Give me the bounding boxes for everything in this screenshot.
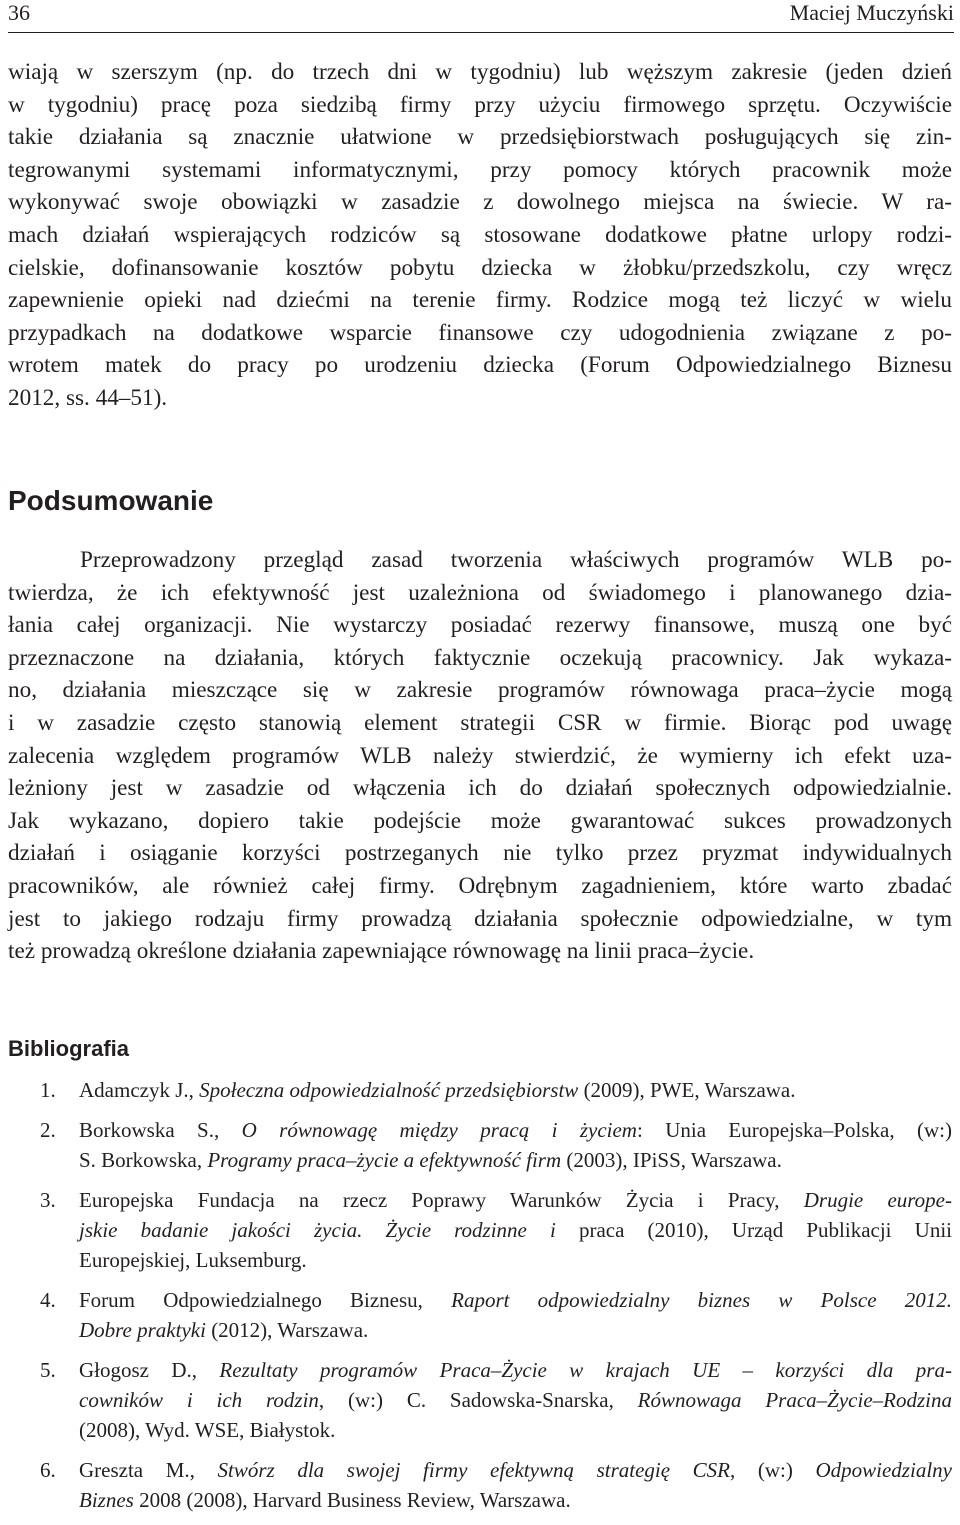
running-header <box>8 0 954 33</box>
text-span: Europejska Fundacja na rzecz Poprawy Warunków Życia i Pracy, <box>79 1188 804 1212</box>
text-span: Głogosz D., <box>79 1358 220 1382</box>
bibliography-entry-number: 5. <box>40 1358 56 1382</box>
bibliography-entry-text <box>79 1455 952 1515</box>
text-line <box>79 1245 952 1275</box>
text-line: przeznaczone na działania, których faktycznie oczekują pracownicy. Jak wykaza- <box>8 644 952 671</box>
section-heading-summary: Podsumowanie <box>8 485 214 516</box>
bibliography-entry <box>0 1455 960 1515</box>
italic-title-span: O równowagę między pracą i życiem <box>241 1118 637 1142</box>
italic-title-span: Odpowiedzialny <box>815 1458 952 1482</box>
text-line <box>79 1075 952 1105</box>
text-span: Borkowska S., <box>79 1118 242 1142</box>
text-line: tegrowanymi systemami informatycznymi, przy pomocy których pracownik może <box>8 156 952 183</box>
text-span: (2012), Warszawa. <box>205 1318 369 1342</box>
text-line: takie działania są znacznie ułatwione w przedsiębiorstwach posługujących się zin- <box>8 124 952 151</box>
italic-title-span: Rezultaty programów Praca–Życie w krajach UE – korzyści dla pra- <box>219 1358 952 1382</box>
text-line <box>79 1385 952 1415</box>
bibliography-entry <box>0 1185 960 1275</box>
text-span: (2003), IPiSS, Warszawa. <box>561 1148 782 1172</box>
text-line <box>79 1455 952 1485</box>
text-line: jest to jakiego rodzaju firmy prowadzą działania społecznie odpowiedzialne, w tym <box>8 905 952 932</box>
text-line: mach działań wspierających rodziców są stosowane dodatkowe płatne urlopy rodzi- <box>8 221 952 248</box>
text-line <box>79 1315 952 1345</box>
running-header-author: Maciej Muczyński <box>789 0 954 25</box>
text-span: (2008), Wyd. WSE, Białystok. <box>79 1418 336 1442</box>
bibliography-entry <box>0 1075 960 1105</box>
text-line: wykonywać swoje obowiązki w zasadzie z dowolnego miejsca na świecie. W ra- <box>8 189 952 216</box>
text-span: Forum Odpowiedzialnego Biznesu, <box>79 1288 452 1312</box>
bibliography-entry-number: 6. <box>40 1458 56 1482</box>
text-line: też prowadzą określone działania zapewniające równowagę na linii praca–życie. <box>8 938 755 965</box>
text-line: leżniony jest w zasadzie od włączenia ich do działań społecznych odpowiedzialnie. <box>8 775 952 802</box>
text-line <box>79 1285 952 1315</box>
text-span: praca (2010), Urząd Publikacji Unii <box>555 1218 952 1242</box>
text-line: pracowników, ale również całej firmy. Odrębnym zagadnieniem, które warto zbadać <box>8 872 952 899</box>
italic-title-span: Drugie europe- <box>803 1188 952 1212</box>
bibliography-entry <box>0 1115 960 1175</box>
bibliography-entry-text <box>79 1185 952 1275</box>
italic-title-span: Biznes <box>79 1488 134 1512</box>
text-span: Greszta M., <box>79 1458 218 1482</box>
text-line <box>79 1145 952 1175</box>
italic-title-span: Raport odpowiedzialny biznes w Polsce 2012. <box>451 1288 952 1312</box>
bibliography-entry-number: 3. <box>40 1188 56 1212</box>
text-span: (2009), PWE, Warszawa. <box>578 1078 796 1102</box>
text-line: cielskie, dofinansowanie kosztów pobytu dziecka w żłobku/przedszkolu, czy wręcz <box>8 254 952 281</box>
bibliography-entry <box>0 1285 960 1345</box>
text-span: S. Borkowska, <box>79 1148 208 1172</box>
text-line: wrotem matek do pracy po urodzeniu dziecka (Forum Odpowiedzialnego Biznesu <box>8 352 952 379</box>
bibliography-entry-number: 2. <box>40 1118 56 1142</box>
italic-title-span: jskie badanie jakości życia. Życie rodzinne i <box>79 1218 556 1242</box>
body-paragraph-continued <box>8 56 952 415</box>
text-line: no, działania mieszczące się w zakresie programów równowaga praca–życie mogą <box>8 677 952 704</box>
summary-paragraph <box>8 544 952 968</box>
text-line: działań i osiąganie korzyści postrzeganych nie tylko przez pryzmat indywidualnych <box>8 840 952 867</box>
text-span: : Unia Europejska–Polska, (w:) <box>636 1118 953 1142</box>
text-line: zalecenia względem programów WLB należy stwierdzić, że wymierny ich efekt uza- <box>8 742 952 769</box>
text-line <box>79 1485 952 1515</box>
bibliography-entry-number: 4. <box>40 1288 56 1312</box>
text-line: Jak wykazano, dopiero takie podejście może gwarantować sukces prowadzonych <box>8 807 952 834</box>
text-line <box>79 1215 952 1245</box>
bibliography-entry <box>0 1355 960 1445</box>
bibliography-entry-text <box>79 1355 952 1445</box>
text-line: i w zasadzie często stanowią element strategii CSR w firmie. Biorąc pod uwagę <box>8 709 952 736</box>
text-span: 2008 (2008), Harvard Business Review, Warszawa. <box>133 1488 571 1512</box>
text-line: wiają w szerszym (np. do trzech dni w tygodniu) lub węższym zakresie (jeden dzień <box>8 59 952 85</box>
italic-title-span: Stwórz dla swojej firmy efektywną strategię CSR <box>217 1458 731 1482</box>
text-span: Europejskiej, Luksemburg. <box>79 1248 307 1272</box>
bibliography-entry-text <box>79 1285 952 1345</box>
text-line: w tygodniu) pracę poza siedzibą firmy przy użyciu firmowego sprzętu. Oczywiście <box>8 91 952 118</box>
text-line <box>79 1115 952 1145</box>
bibliography-entry-text <box>79 1075 952 1105</box>
bibliography-entry-number: 1. <box>40 1078 56 1102</box>
text-line: Przeprowadzony przegląd zasad tworzenia właściwych programów WLB po- <box>80 547 952 573</box>
text-line: zapewnienie opieki nad dziećmi na terenie firmy. Rodzice mogą też liczyć w wielu <box>8 287 952 314</box>
text-line <box>79 1355 952 1385</box>
text-line: 2012, ss. 44–51). <box>8 384 168 411</box>
bibliography-entry-text <box>79 1115 952 1175</box>
section-heading-bibliography: Bibliografia <box>8 1036 130 1061</box>
text-line: przypadkach na dodatkowe wsparcie finansowe czy udogodnienia związane z po- <box>8 319 952 346</box>
text-line: twierdza, że ich efektywność jest uzależniona od świadomego i planowanego dzia- <box>8 579 952 606</box>
bibliography-list <box>0 1075 960 1525</box>
text-span: Adamczyk J., <box>79 1078 200 1102</box>
text-line <box>79 1185 952 1215</box>
italic-title-span: Dobre praktyki <box>79 1318 206 1342</box>
italic-title-span: Równowaga Praca–Życie–Rodzina <box>637 1388 952 1412</box>
text-span: , (w:) C. Sadowska-Snarska, <box>318 1388 638 1412</box>
italic-title-span: Społeczna odpowiedzialność przedsiębiorstw <box>199 1078 579 1102</box>
italic-title-span: cowników i ich rodzin <box>79 1388 319 1412</box>
text-line <box>79 1415 952 1445</box>
italic-title-span: Programy praca–życie a efektywność firm <box>207 1148 562 1172</box>
text-line: łania całej organizacji. Nie wystarczy posiadać rezerwy finansowe, muszą one być <box>8 612 952 639</box>
text-span: , (w:) <box>730 1458 816 1482</box>
page-number: 36 <box>8 0 30 25</box>
